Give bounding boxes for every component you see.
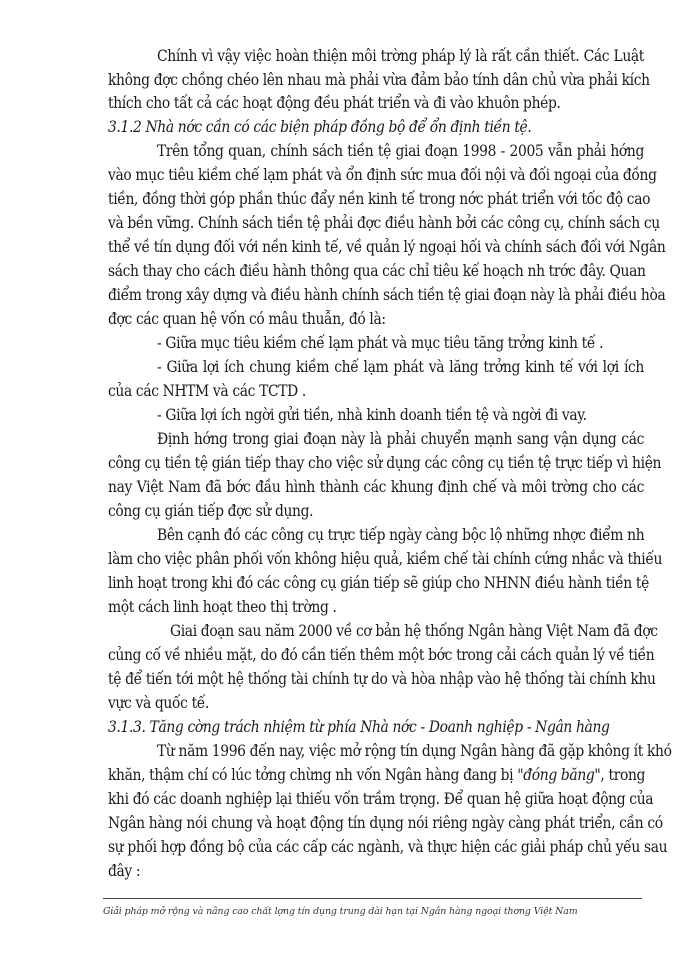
paragraph-line: công cụ tiền tệ gián tiếp thay cho việc sử dụng các công cụ tiền tệ trực tiếp vì hiện bbox=[108, 454, 662, 472]
paragraph-line: khi đó các doanh nghiệp lại thiếu vốn trầm trọng. Để quan hệ giữa hoạt động của bbox=[108, 790, 654, 808]
paragraph-line: vực và quốc tế. bbox=[108, 694, 209, 712]
section-heading-3-1-2: 3.1.2 Nhà nớc cần có các biện pháp đồng bộ để ổn định tiền tệ. bbox=[108, 118, 532, 136]
list-item: - Giữa lợi ích chung kiềm chế lạm phát và lăng trởng kinh tế với lợi ích bbox=[157, 358, 644, 376]
list-item-continuation: của các NHTM và các TCTD . bbox=[108, 382, 306, 400]
paragraph-line: sách thay cho cách điều hành thông qua các chỉ tiêu kế hoạch nh trớc đây. Quan bbox=[108, 262, 646, 280]
list-item: - Giữa mục tiêu kiềm chế lạm phát và mục tiêu tăng trởng kinh tế . bbox=[157, 334, 604, 352]
paragraph-line: Trên tổng quan, chính sách tiền tệ giai đoạn 1998 - 2005 vẫn phải hớng bbox=[157, 142, 644, 160]
paragraph-line: công cụ gián tiếp đợc sử dụng. bbox=[108, 502, 314, 520]
paragraph-line bbox=[108, 765, 644, 785]
text-run: khăn, thậm chí có lúc tởng chừng nh vốn Ngân hàng đang bị bbox=[108, 766, 518, 784]
paragraph-line: một cách linh hoạt theo thị trờng . bbox=[108, 598, 337, 616]
paragraph-line: không đợc chồng chéo lên nhau mà phải vừa đảm bảo tính dân chủ vừa phải kích bbox=[108, 71, 650, 89]
paragraph-line: làm cho việc phân phối vốn không hiệu quả, kiềm chế tài chính cứng nhắc và thiếu bbox=[108, 550, 663, 568]
paragraph-line: Ngân hàng nói chung và hoạt động tín dụng nói riêng ngày càng phát triển, cần có bbox=[108, 814, 663, 832]
paragraph-line: và bền vững. Chính sách tiền tệ phải đợc điều hành bởi các công cụ, chính sách cụ bbox=[108, 214, 660, 232]
paragraph-line: đây : bbox=[108, 862, 141, 880]
page-footer: Giải pháp mở rộng và nâng cao chất lợng tín dụng trung dài hạn tại Ngân hàng ngoại thơng Việt Nam bbox=[103, 906, 578, 917]
paragraph-line: thích cho tất cả các hoạt động đều phát triển và đi vào khuôn phép. bbox=[108, 94, 561, 112]
list-item: - Giữa lợi ích ngời gửi tiền, nhà kinh doanh tiền tệ và ngời đi vay. bbox=[157, 406, 587, 424]
paragraph-line: Chính vì vậy việc hoàn thiện môi trờng pháp lý là rất cần thiết. Các Luật bbox=[157, 47, 644, 65]
paragraph-line: củng cố về nhiều mặt, do đó cần tiến thêm một bớc trong cải cách quản lý về tiền bbox=[108, 646, 655, 664]
emphasis-frozen: "đóng băng" bbox=[517, 766, 601, 784]
paragraph-line: nay Việt Nam đã bớc đầu hình thành các khung định chế và môi trờng cho các bbox=[108, 478, 644, 496]
paragraph-line: Bên cạnh đó các công cụ trực tiếp ngày càng bộc lộ những nhợc điểm nh bbox=[157, 526, 645, 544]
text-run: , trong bbox=[600, 766, 646, 784]
footer-divider bbox=[103, 898, 642, 899]
paragraph-line: Từ năm 1996 đến nay, việc mở rộng tín dụng Ngân hàng đã gặp không ít khó bbox=[157, 742, 672, 760]
paragraph-line: tiền, đồng thời góp phần thúc đẩy nền kinh tế trong nớc phát triển với tốc độ cao bbox=[108, 190, 651, 208]
paragraph-line: vào mục tiêu kiềm chế lạm phát và ổn định sức mua đối nội và đối ngoại của đồng bbox=[108, 166, 657, 184]
paragraph-line: Định hớng trong giai đoạn này là phải chuyển mạnh sang vận dụng các bbox=[157, 430, 644, 448]
paragraph-line: điểm trong xây dựng và điều hành chính sách tiền tệ giai đoạn này là phải điều hòa bbox=[108, 286, 666, 304]
paragraph-line: sự phối hợp đồng bộ của các cấp các ngành, và thực hiện các giải pháp chủ yếu sau bbox=[108, 838, 668, 856]
paragraph-line: thể về tín dụng đối với nền kinh tế, về quản lý ngoại hối và chính sách đối với Ngân bbox=[108, 238, 666, 256]
paragraph-line: linh hoạt trong khi đó các công cụ gián tiếp sẽ giúp cho NHNN điều hành tiền tệ bbox=[108, 574, 649, 592]
section-heading-3-1-3: 3.1.3. Tăng cờng trách nhiệm từ phía Nhà nớc - Doanh nghiệp - Ngân hàng bbox=[108, 718, 610, 736]
paragraph-line: tệ để tiến tới một hệ thống tài chính tự do và hòa nhập vào hệ thống tài chính khu bbox=[108, 670, 656, 688]
paragraph-line: Giai đoạn sau năm 2000 về cơ bản hệ thống Ngân hàng Việt Nam đã đợc bbox=[170, 622, 658, 640]
paragraph-line: đợc các quan hệ vốn có mâu thuẫn, đó là: bbox=[108, 310, 386, 328]
